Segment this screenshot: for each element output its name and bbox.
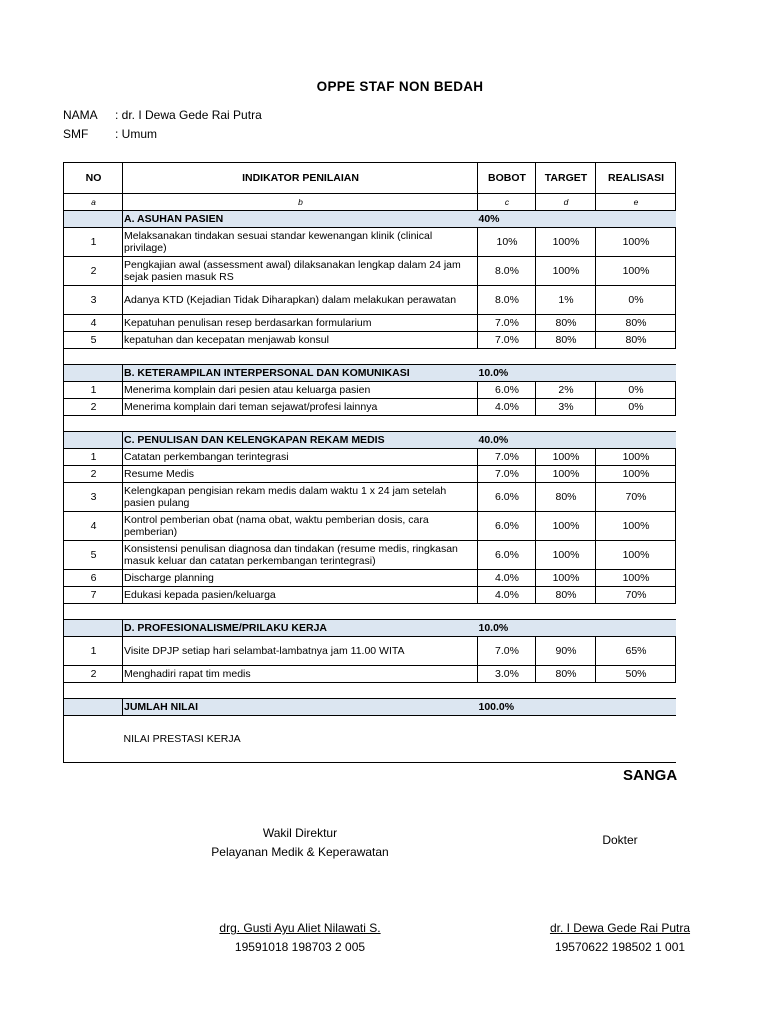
spacer-cell <box>536 604 596 620</box>
section-label: B. KETERAMPILAN INTERPERSONAL DAN KOMUNIKASI <box>123 365 478 382</box>
signature-left-title <box>190 824 410 862</box>
row-extra <box>676 483 677 512</box>
table-row <box>64 332 677 349</box>
spacer-row <box>64 416 677 432</box>
table-row <box>64 315 677 332</box>
row-no: 2 <box>64 666 123 683</box>
nilai-result: SANGA <box>623 767 678 784</box>
row-indikator: Discharge planning <box>123 570 478 587</box>
row-target: 100% <box>536 466 596 483</box>
nama-value: : dr. I Dewa Gede Rai Putra <box>115 108 262 122</box>
row-bobot: 6.0% <box>478 483 536 512</box>
nilai-title: NILAI PRESTASI KERJA <box>123 716 677 763</box>
row-indikator: kepatuhan dan kecepatan menjawab konsul <box>123 332 478 349</box>
row-bobot: 10% <box>478 228 536 257</box>
row-indikator: Edukasi kepada pasien/keluarga <box>123 587 478 604</box>
spacer-cell <box>676 683 677 699</box>
header-no: NO <box>64 163 123 194</box>
section-label: C. PENULISAN DAN KELENGKAPAN REKAM MEDIS <box>123 432 478 449</box>
row-no: 1 <box>64 637 123 666</box>
table-row <box>64 637 677 666</box>
table-row <box>64 382 677 399</box>
row-indikator: Catatan perkembangan terintegrasi <box>123 449 478 466</box>
sub-b: b <box>123 194 478 211</box>
row-target: 80% <box>536 315 596 332</box>
row-indikator: Kelengkapan pengisian rekam medis dalam waktu 1 x 24 jam setelah pasien pulang <box>123 483 478 512</box>
table-row <box>64 587 677 604</box>
row-bobot: 7.0% <box>478 637 536 666</box>
section-no <box>64 432 123 449</box>
row-indikator: Menerima komplain dari teman sejawat/profesi lainnya <box>123 399 478 416</box>
row-extra <box>676 587 677 604</box>
signature-right-block <box>520 919 720 957</box>
row-realisasi: 100% <box>596 257 676 286</box>
row-realisasi: 100% <box>596 570 676 587</box>
left-title-2: Pelayanan Medik & Keperawatan <box>211 845 389 859</box>
spacer-row <box>64 349 677 365</box>
total-bobot: 100.0% <box>478 699 536 716</box>
row-target: 80% <box>536 666 596 683</box>
spacer-row <box>64 683 677 699</box>
row-target: 100% <box>536 512 596 541</box>
row-extra <box>676 332 677 349</box>
spacer-cell <box>64 349 123 365</box>
spacer-cell <box>536 416 596 432</box>
section-empty <box>536 211 596 228</box>
section-bobot: 40% <box>478 211 536 228</box>
section-bobot: 10.0% <box>478 620 536 637</box>
row-realisasi: 65% <box>596 637 676 666</box>
assessment-table <box>63 162 676 763</box>
section-label: A. ASUHAN PASIEN <box>123 211 478 228</box>
row-indikator: Menghadiri rapat tim medis <box>123 666 478 683</box>
row-bobot: 6.0% <box>478 512 536 541</box>
section-row <box>64 432 677 449</box>
row-extra <box>676 228 677 257</box>
table-header-row <box>64 163 677 194</box>
row-bobot: 7.0% <box>478 466 536 483</box>
row-no: 4 <box>64 315 123 332</box>
spacer-cell <box>596 683 676 699</box>
section-label: D. PROFESIONALISME/PRILAKU KERJA <box>123 620 478 637</box>
row-extra <box>676 637 677 666</box>
section-bobot: 10.0% <box>478 365 536 382</box>
section-no <box>64 211 123 228</box>
spacer-cell <box>596 349 676 365</box>
row-realisasi: 80% <box>596 315 676 332</box>
spacer-cell <box>676 416 677 432</box>
row-no: 7 <box>64 587 123 604</box>
row-extra <box>676 449 677 466</box>
row-indikator: Adanya KTD (Kejadian Tidak Diharapkan) dalam melakukan perawatan <box>123 286 478 315</box>
row-no: 2 <box>64 257 123 286</box>
spacer-cell <box>478 416 536 432</box>
table-row <box>64 512 677 541</box>
table-row <box>64 570 677 587</box>
row-extra <box>676 541 677 570</box>
row-no: 3 <box>64 483 123 512</box>
row-bobot: 6.0% <box>478 382 536 399</box>
row-no: 1 <box>64 449 123 466</box>
row-bobot: 4.0% <box>478 399 536 416</box>
row-realisasi: 70% <box>596 587 676 604</box>
row-no: 5 <box>64 541 123 570</box>
row-no: 2 <box>64 466 123 483</box>
table-row <box>64 541 677 570</box>
spacer-cell <box>123 416 478 432</box>
row-extra <box>676 315 677 332</box>
section-empty <box>676 620 677 637</box>
total-empty <box>596 699 676 716</box>
total-no <box>64 699 123 716</box>
table-row <box>64 466 677 483</box>
nama-label: NAMA <box>63 108 98 122</box>
signature-left-block <box>190 919 410 957</box>
spacer-cell <box>478 683 536 699</box>
document-title: OPPE STAF NON BEDAH <box>316 79 484 94</box>
sub-a: a <box>64 194 123 211</box>
header-target: TARGET <box>536 163 596 194</box>
row-bobot: 4.0% <box>478 587 536 604</box>
row-no: 1 <box>64 228 123 257</box>
row-target: 100% <box>536 541 596 570</box>
row-bobot: 4.0% <box>478 570 536 587</box>
row-extra <box>676 570 677 587</box>
section-empty <box>676 432 677 449</box>
row-indikator: Kepatuhan penulisan resep berdasarkan formularium <box>123 315 478 332</box>
spacer-cell <box>64 604 123 620</box>
row-bobot: 8.0% <box>478 286 536 315</box>
table-row <box>64 228 677 257</box>
spacer-cell <box>536 349 596 365</box>
row-realisasi: 0% <box>596 286 676 315</box>
table-row <box>64 399 677 416</box>
sub-d: d <box>536 194 596 211</box>
spacer-cell <box>478 604 536 620</box>
row-target: 90% <box>536 637 596 666</box>
table-row <box>64 286 677 315</box>
row-target: 2% <box>536 382 596 399</box>
header-indikator: INDIKATOR PENILAIAN <box>123 163 478 194</box>
row-indikator: Kontrol pemberian obat (nama obat, waktu pemberian dosis, cara pemberian) <box>123 512 478 541</box>
right-nip: 19570622 198502 1 001 <box>554 940 686 954</box>
smf-value: : Umum <box>115 127 157 141</box>
table-row <box>64 449 677 466</box>
row-realisasi: 50% <box>596 666 676 683</box>
row-indikator: Visite DPJP setiap hari selambat-lambatnya jam 11.00 WITA <box>123 637 478 666</box>
row-realisasi: 100% <box>596 541 676 570</box>
row-no: 5 <box>64 332 123 349</box>
section-empty <box>596 432 676 449</box>
row-target: 100% <box>536 228 596 257</box>
row-bobot: 7.0% <box>478 449 536 466</box>
row-realisasi: 100% <box>596 228 676 257</box>
section-row <box>64 365 677 382</box>
total-label: JUMLAH NILAI <box>123 699 478 716</box>
row-target: 100% <box>536 570 596 587</box>
row-no: 1 <box>64 382 123 399</box>
row-realisasi: 100% <box>596 512 676 541</box>
spacer-row <box>64 604 677 620</box>
section-empty <box>536 620 596 637</box>
row-realisasi: 0% <box>596 382 676 399</box>
section-empty <box>536 432 596 449</box>
sub-c: c <box>478 194 536 211</box>
row-extra <box>676 382 677 399</box>
smf-label: SMF <box>63 127 89 141</box>
total-empty <box>536 699 596 716</box>
row-realisasi: 100% <box>596 449 676 466</box>
row-indikator: Melaksanakan tindakan sesuai standar kewenangan klinik (clinical privilage) <box>123 228 478 257</box>
section-row <box>64 620 677 637</box>
table-subheader-row <box>64 194 677 211</box>
total-row <box>64 699 677 716</box>
row-indikator: Konsistensi penulisan diagnosa dan tindakan (resume medis, ringkasan masuk keluar dan catatan perkembangan terintegrasi) <box>123 541 478 570</box>
row-extra <box>676 512 677 541</box>
row-realisasi: 0% <box>596 399 676 416</box>
row-realisasi: 80% <box>596 332 676 349</box>
row-extra <box>676 466 677 483</box>
right-name: dr. I Dewa Gede Rai Putra <box>549 921 691 935</box>
spacer-cell <box>123 683 478 699</box>
nilai-spacer <box>64 716 123 763</box>
nilai-row <box>64 716 677 763</box>
row-indikator: Resume Medis <box>123 466 478 483</box>
row-bobot: 8.0% <box>478 257 536 286</box>
section-bobot: 40.0% <box>478 432 536 449</box>
table-row <box>64 483 677 512</box>
spacer-cell <box>123 349 478 365</box>
row-indikator: Menerima komplain dari pesien atau keluarga pasien <box>123 382 478 399</box>
row-target: 100% <box>536 449 596 466</box>
section-empty <box>596 211 676 228</box>
row-extra <box>676 399 677 416</box>
row-bobot: 3.0% <box>478 666 536 683</box>
row-target: 100% <box>536 257 596 286</box>
spacer-cell <box>676 604 677 620</box>
row-indikator: Pengkajian awal (assessment awal) dilaksanakan lengkap dalam 24 jam sejak pasien masuk RS <box>123 257 478 286</box>
table-row <box>64 257 677 286</box>
row-no: 6 <box>64 570 123 587</box>
section-no <box>64 365 123 382</box>
row-realisasi: 100% <box>596 466 676 483</box>
section-empty <box>536 365 596 382</box>
row-target: 80% <box>536 332 596 349</box>
row-extra <box>676 257 677 286</box>
header-extra <box>676 163 677 194</box>
row-target: 80% <box>536 483 596 512</box>
spacer-cell <box>596 416 676 432</box>
spacer-cell <box>536 683 596 699</box>
row-bobot: 7.0% <box>478 315 536 332</box>
row-realisasi: 70% <box>596 483 676 512</box>
row-target: 1% <box>536 286 596 315</box>
spacer-cell <box>596 604 676 620</box>
row-target: 3% <box>536 399 596 416</box>
left-name: drg. Gusti Ayu Aliet Nilawati S. <box>219 921 381 935</box>
row-extra <box>676 286 677 315</box>
signature-right-title: Dokter <box>602 833 638 847</box>
row-bobot: 6.0% <box>478 541 536 570</box>
table-row <box>64 666 677 683</box>
row-bobot: 7.0% <box>478 332 536 349</box>
section-empty <box>596 365 676 382</box>
section-empty <box>676 211 677 228</box>
sub-extra <box>676 194 677 211</box>
row-extra <box>676 666 677 683</box>
section-no <box>64 620 123 637</box>
spacer-cell <box>478 349 536 365</box>
sub-e: e <box>596 194 676 211</box>
row-target: 80% <box>536 587 596 604</box>
left-nip: 19591018 198703 2 005 <box>234 940 366 954</box>
spacer-cell <box>676 349 677 365</box>
left-title-1: Wakil Direktur <box>262 826 338 840</box>
row-no: 4 <box>64 512 123 541</box>
spacer-cell <box>64 683 123 699</box>
header-bobot: BOBOT <box>478 163 536 194</box>
section-empty <box>676 365 677 382</box>
spacer-cell <box>123 604 478 620</box>
section-row <box>64 211 677 228</box>
total-empty <box>676 699 677 716</box>
row-no: 3 <box>64 286 123 315</box>
section-empty <box>596 620 676 637</box>
row-no: 2 <box>64 399 123 416</box>
header-realisasi: REALISASI <box>596 163 676 194</box>
spacer-cell <box>64 416 123 432</box>
